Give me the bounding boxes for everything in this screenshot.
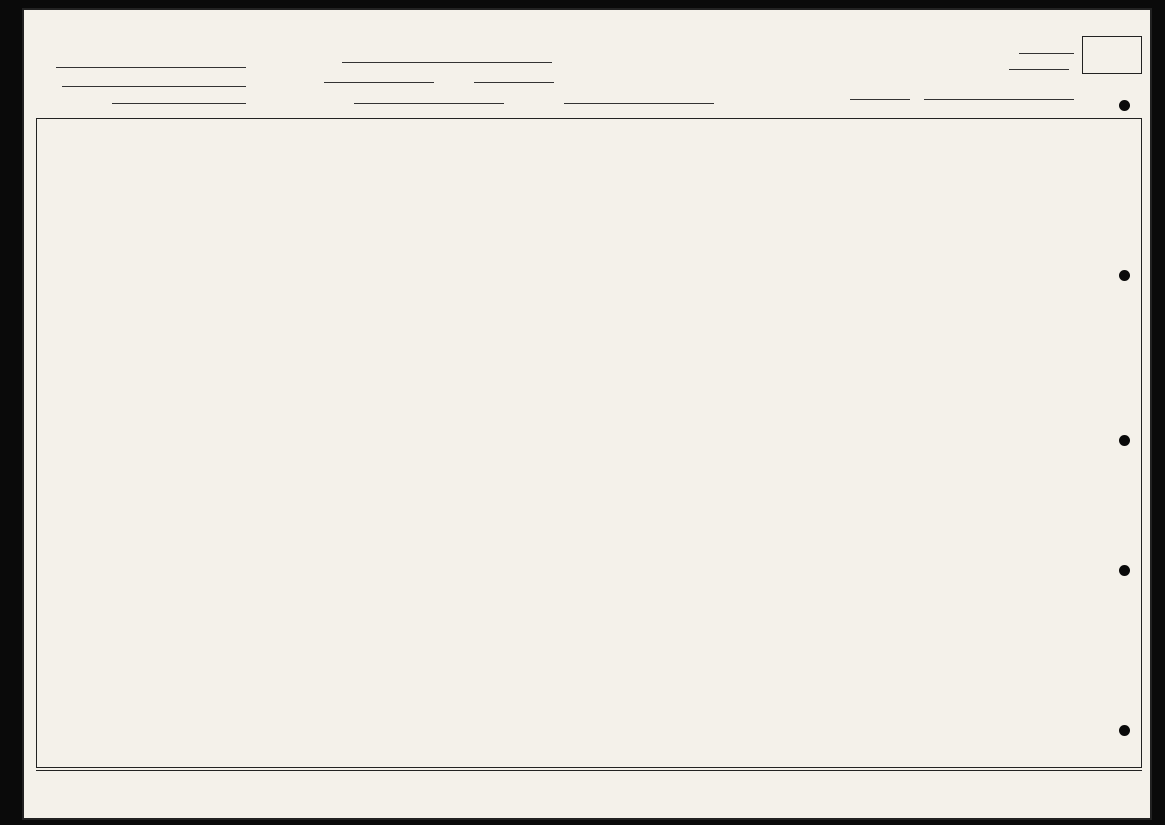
census-sheet	[22, 8, 1152, 820]
punch-hole	[1119, 565, 1130, 576]
punch-hole	[1119, 725, 1130, 736]
population-table	[36, 118, 1142, 768]
sheet-number-box	[1082, 36, 1142, 74]
punch-hole	[1119, 270, 1130, 281]
footer	[36, 770, 1142, 817]
punch-hole	[1119, 100, 1130, 111]
punch-hole	[1119, 435, 1130, 446]
